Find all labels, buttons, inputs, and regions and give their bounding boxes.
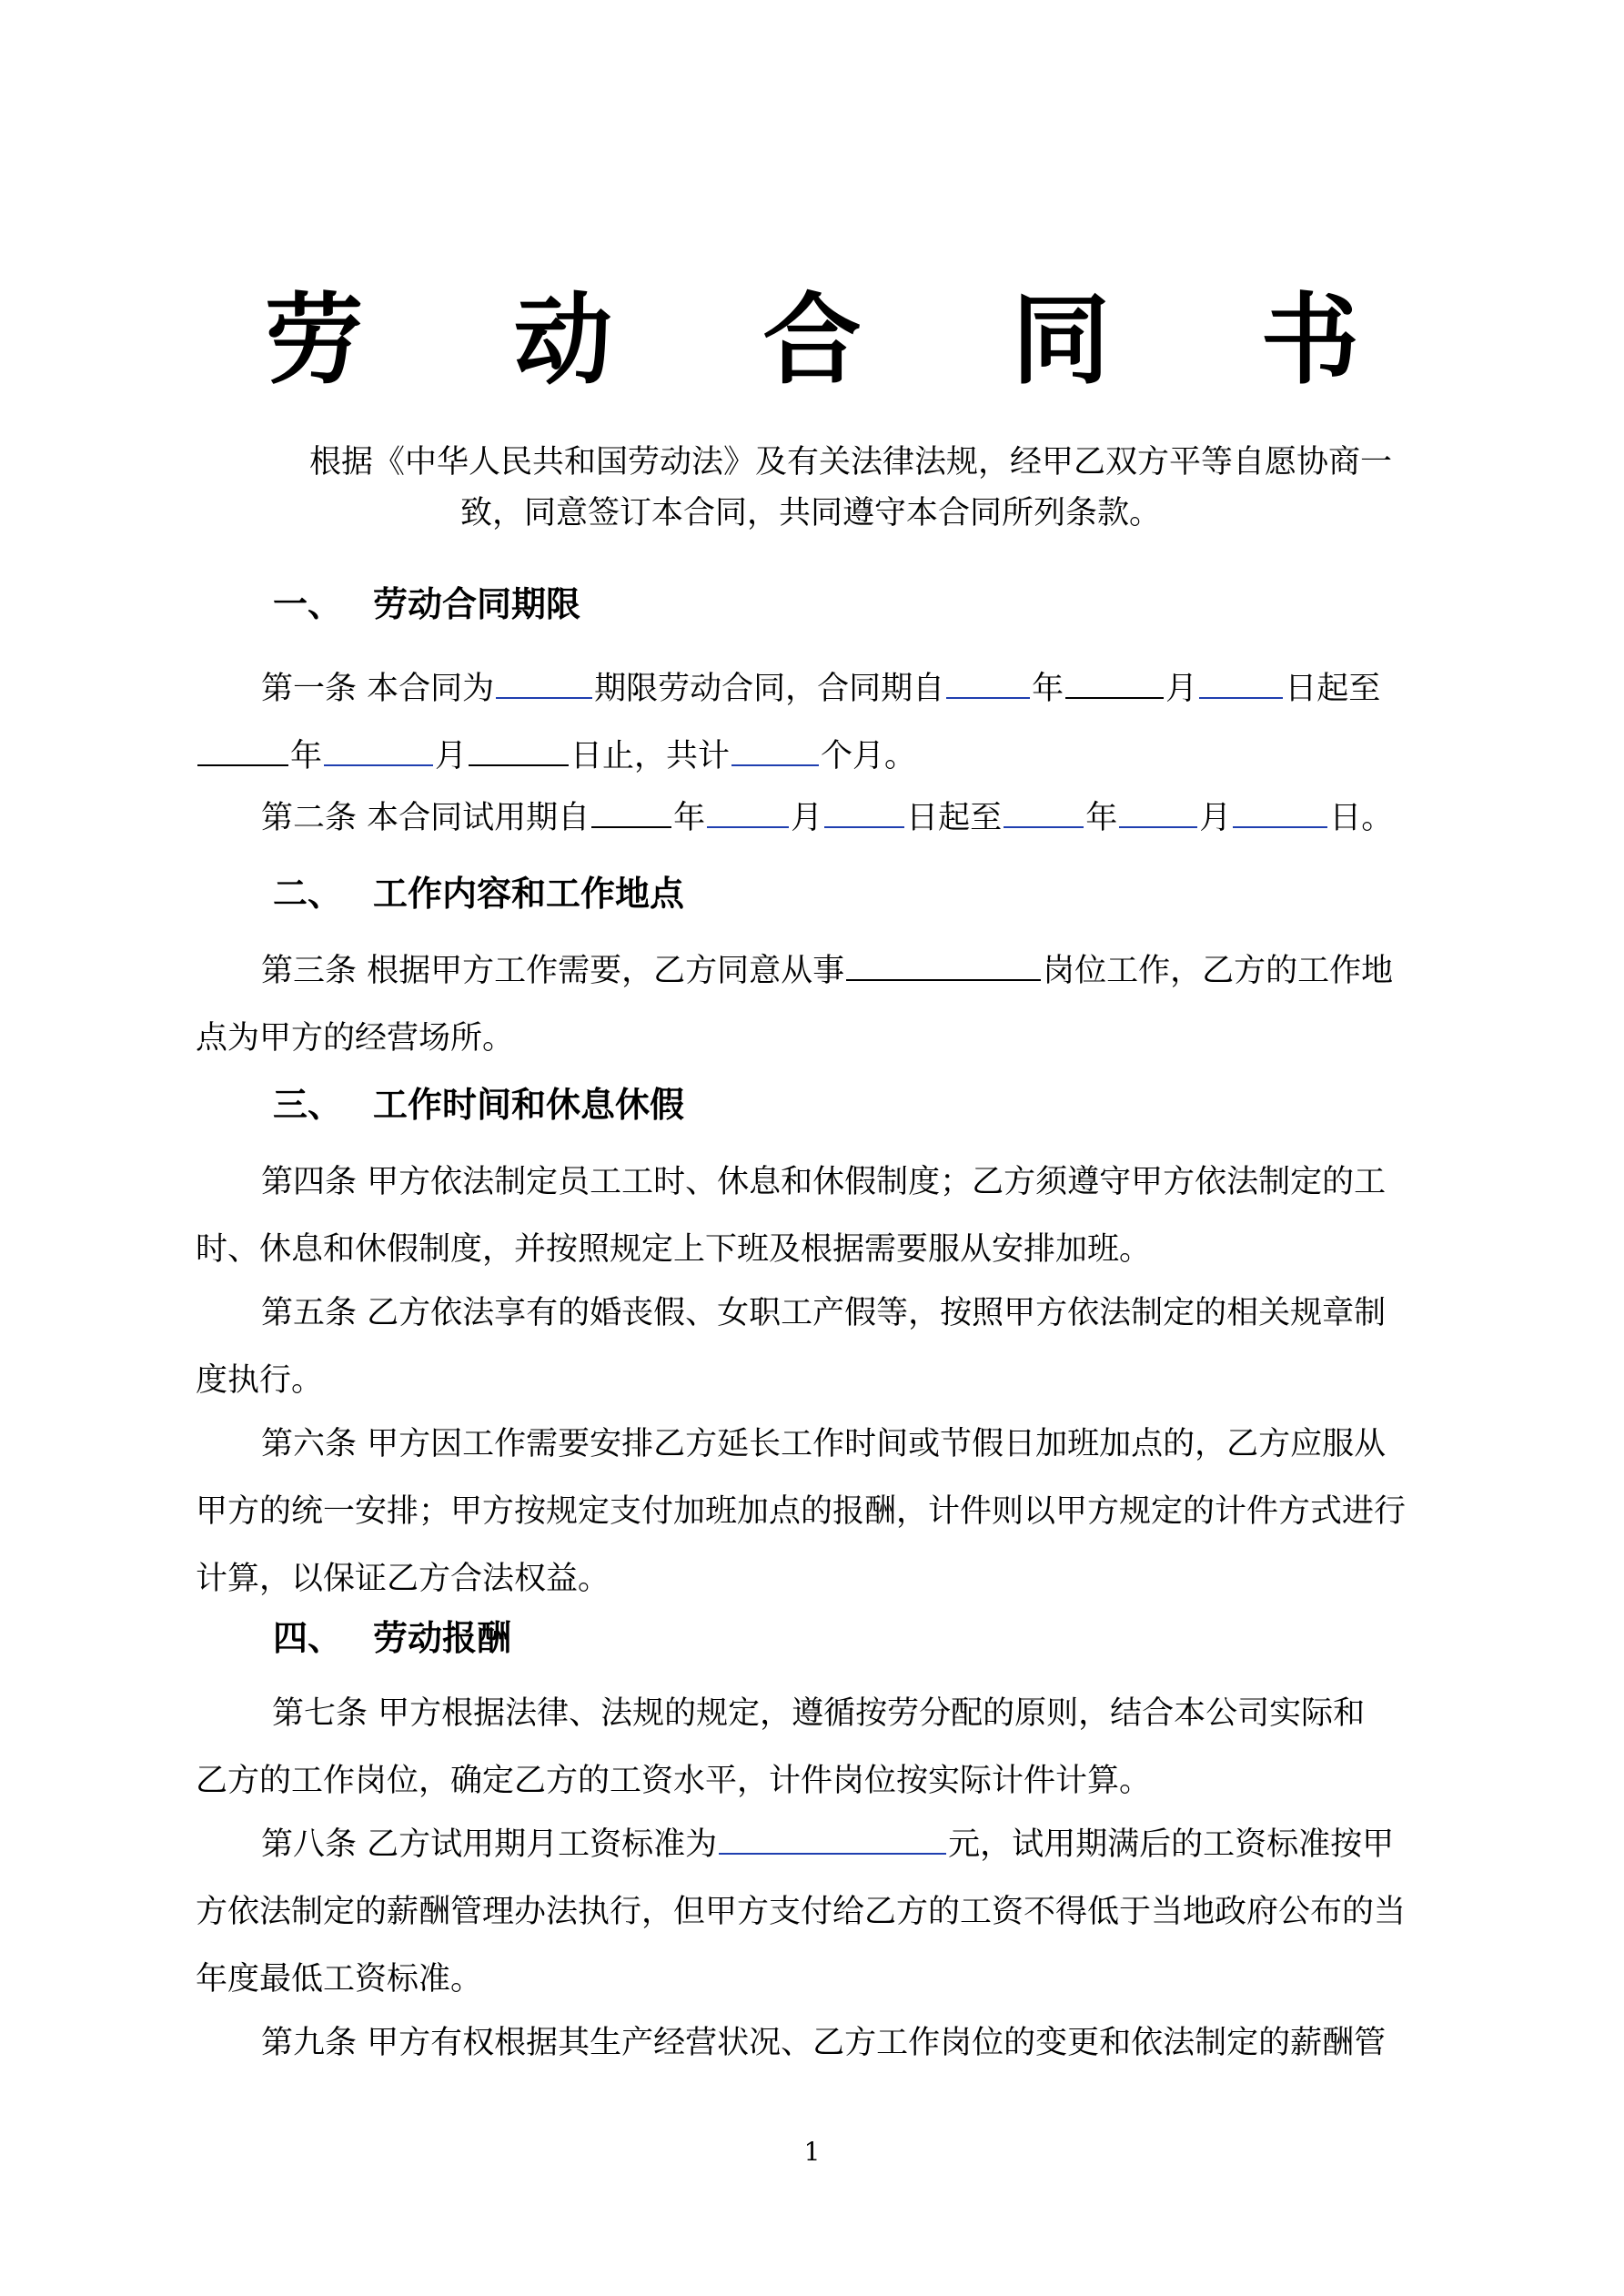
text-segment: 年	[1085, 800, 1118, 836]
trial-end-month-blank[interactable]	[1119, 799, 1197, 828]
section-title: 劳动报酬	[373, 1618, 512, 1658]
position-blank[interactable]	[846, 952, 1041, 981]
article-4-line-1: 第四条 甲方依法制定员工工时、休息和休假制度；乙方须遵守甲方依法制定的工	[261, 1164, 1387, 1200]
article-6	[196, 1411, 1444, 1613]
text-segment: 月	[435, 738, 468, 774]
section-title: 工作时间和休息休假	[373, 1085, 685, 1125]
article-6-line-1: 第六条 甲方因工作需要安排乙方延长工作时间或节假日加班加点的，乙方应服从	[261, 1426, 1387, 1462]
trial-start-year-blank[interactable]	[591, 799, 671, 828]
text-segment: 第一条 本合同为	[261, 671, 495, 707]
page-number: 1	[803, 2137, 821, 2167]
article-4-line-2: 时、休息和休假制度，并按照规定上下班及根据需要服从安排加班。	[196, 1231, 1152, 1268]
start-year-blank[interactable]	[946, 670, 1030, 699]
text-segment: 年	[1032, 671, 1064, 707]
text-segment: 日。	[1329, 800, 1394, 836]
text-segment: 月	[1165, 671, 1198, 707]
text-segment: 第二条 本合同试用期自	[261, 800, 590, 836]
section-title: 劳动合同期限	[373, 584, 581, 624]
article-5-line-1: 第五条 乙方依法享有的婚丧假、女职工产假等，按照甲方依法制定的相关规章制	[261, 1295, 1387, 1331]
text-segment: 日止，共计	[570, 738, 731, 774]
article-6-line-3: 计算，以保证乙方合法权益。	[196, 1561, 610, 1597]
article-9	[196, 2009, 1444, 2077]
article-7-line-2: 乙方的工作岗位，确定乙方的工资水平，计件岗位按实际计件计算。	[196, 1763, 1152, 1799]
article-5	[196, 1279, 1444, 1414]
article-8-line-1	[196, 1811, 1444, 1878]
section-title: 工作内容和工作地点	[373, 874, 685, 914]
article-2-line-1	[196, 784, 1444, 852]
text-segment: 岗位工作，乙方的工作地	[1043, 953, 1394, 989]
text-segment: 元，试用期满后的工资标准按甲	[948, 1826, 1395, 1863]
article-5-line-2: 度执行。	[196, 1362, 324, 1399]
article-1-line-2	[196, 723, 1444, 790]
text-segment: 年	[673, 800, 706, 836]
preamble	[309, 437, 1442, 539]
trial-end-year-blank[interactable]	[1004, 799, 1084, 828]
article-3-line-1	[196, 937, 1444, 1005]
end-year-blank[interactable]	[197, 737, 288, 766]
article-7	[196, 1680, 1444, 1815]
article-2	[196, 784, 1444, 852]
section-heading-4	[273, 1613, 511, 1664]
start-month-blank[interactable]	[1065, 670, 1164, 699]
text-segment: 日起至	[1285, 671, 1381, 707]
section-number: 二、	[273, 874, 343, 914]
text-segment: 第八条 乙方试用期月工资标准为	[261, 1826, 718, 1863]
article-1-line-1	[196, 655, 1444, 723]
article-1	[196, 655, 1444, 790]
article-7-line-1: 第七条 甲方根据法律、法规的规定，遵循按劳分配的原则，结合本公司实际和	[272, 1695, 1366, 1732]
trial-end-day-blank[interactable]	[1233, 799, 1327, 828]
text-segment: 月	[791, 800, 823, 836]
total-months-blank[interactable]	[731, 737, 819, 766]
article-3-line-2: 点为甲方的经营场所。	[196, 1020, 515, 1057]
article-4	[196, 1148, 1444, 1283]
text-segment: 期限劳动合同，合同期自	[594, 671, 945, 707]
trial-salary-blank[interactable]	[719, 1826, 946, 1855]
trial-start-month-blank[interactable]	[707, 799, 789, 828]
text-segment: 第三条 根据甲方工作需要，乙方同意从事	[261, 953, 845, 989]
section-heading-3	[273, 1079, 684, 1130]
text-segment: 日起至	[906, 800, 1003, 836]
start-day-blank[interactable]	[1199, 670, 1283, 699]
end-month-blank[interactable]	[324, 737, 433, 766]
text-segment: 月	[1199, 800, 1232, 836]
section-heading-2	[273, 868, 684, 919]
preamble-line-1: 根据《中华人民共和国劳动法》及有关法律法规，经甲乙双方平等自愿协商一	[309, 444, 1393, 480]
article-8	[196, 1811, 1444, 2013]
section-heading-1	[273, 579, 580, 630]
text-segment: 个月。	[821, 738, 917, 774]
text-segment: 年	[290, 738, 323, 774]
contract-type-blank[interactable]	[496, 670, 592, 699]
article-8-line-2: 方依法制定的薪酬管理办法执行，但甲方支付给乙方的工资不得低于当地政府公布的当	[196, 1894, 1407, 1930]
end-day-blank[interactable]	[469, 737, 569, 766]
article-8-line-3: 年度最低工资标准。	[196, 1961, 483, 1998]
trial-start-day-blank[interactable]	[824, 799, 904, 828]
section-number: 四、	[273, 1618, 343, 1658]
section-number: 三、	[273, 1085, 343, 1125]
article-6-line-2: 甲方的统一安排；甲方按规定支付加班加点的报酬，计件则以甲方规定的计件方式进行	[196, 1493, 1407, 1530]
article-9-line-1: 第九条 甲方有权根据其生产经营状况、乙方工作岗位的变更和依法制定的薪酬管	[261, 2025, 1387, 2061]
article-3	[196, 937, 1444, 1072]
page-title: 劳 动 合 同 书	[265, 284, 1417, 398]
preamble-line-2: 致，同意签订本合同，共同遵守本合同所列条款。	[460, 495, 1162, 531]
section-number: 一、	[273, 584, 343, 624]
